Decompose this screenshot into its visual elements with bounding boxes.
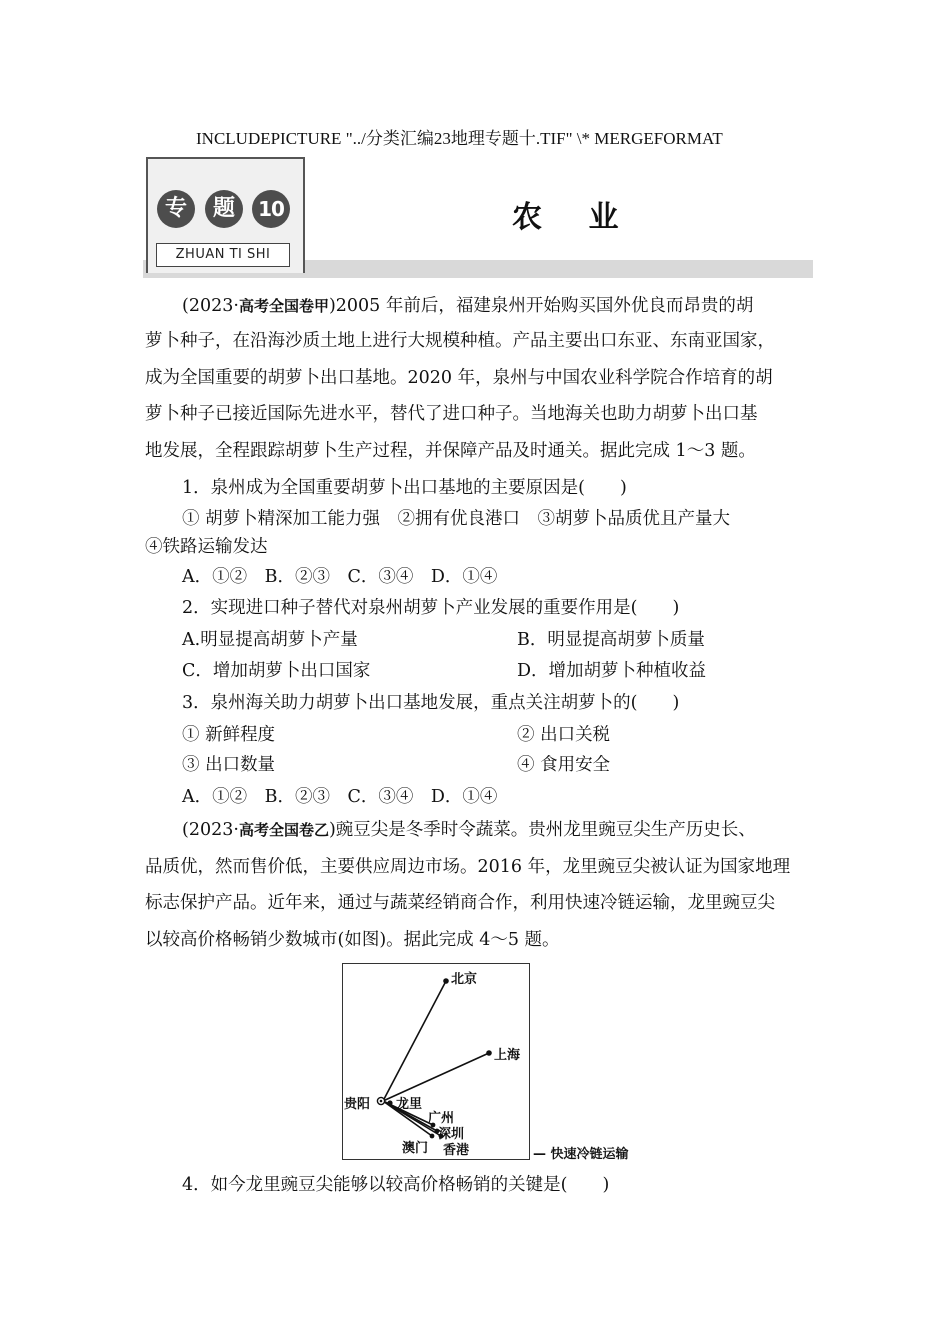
passage1-line-2: 萝卜种子，在沿海沙质土地上进行大规模种植。产品主要出口东亚、东南亚国家， [145, 331, 775, 351]
passage1-source-name: 高考全国卷甲 [238, 297, 329, 315]
dot-longli [387, 1100, 392, 1105]
passage2-line-3: 标志保护产品。近年来，通过与蔬菜经销商合作，利用快速冷链运输，龙里豌豆尖 [145, 893, 775, 913]
passage2-source-name: 高考全国卷乙 [238, 821, 329, 839]
q2-option-a: A.明显提高胡萝卜产量 [182, 630, 358, 650]
topic-pinyin: ZHUAN TI SHI [156, 243, 290, 267]
q2-stem: 2．实现进口种子替代对泉州胡萝卜产业发展的重要作用是( ) [182, 598, 680, 618]
q3-option-3: ③ 出口数量 [182, 755, 276, 775]
passage1-line-5: 地发展，全程跟踪胡萝卜生产过程，并保障产品及时通关。据此完成 1～3 题。 [145, 441, 756, 461]
q1-options-line-1: ① 胡萝卜精深加工能力强 ②拥有优良港口 ③胡萝卜品质优且产量大 [182, 509, 731, 529]
q3-option-1: ① 新鲜程度 [182, 725, 276, 745]
city-label-beijing: 北京 [451, 972, 478, 987]
dot-beijing [443, 978, 449, 984]
q1-choices: A．①② B．②③ C．③④ D．①④ [182, 567, 498, 587]
passage2-source-close: ) [328, 820, 336, 840]
q1-options-line-2: ④铁路运输发达 [145, 537, 268, 557]
q4-stem: 4．如今龙里豌豆尖能够以较高价格畅销的关键是( ) [182, 1175, 610, 1195]
q3-stem: 3．泉州海关助力胡萝卜出口基地发展，重点关注胡萝卜的( ) [182, 693, 680, 713]
passage2-text: 豌豆尖是冬季时令蔬菜。贵州龙里豌豆尖生产历史长、 [335, 820, 756, 840]
passage2-line-2: 品质优，然而售价低，主要供应周边市场。2016 年，龙里豌豆尖被认证为国家地理 [145, 857, 791, 877]
city-label-macau: 澳门 [402, 1141, 429, 1156]
q3-option-2: ② 出口关税 [517, 725, 611, 745]
page-title: 农 业 [512, 200, 637, 235]
city-label-guangzhou: 广州 [428, 1111, 455, 1126]
q1-stem: 1．泉州成为全国重要胡萝卜出口基地的主要原因是( ) [182, 478, 627, 498]
passage1-source-open: (2023· [182, 296, 239, 316]
passage1-text: 2005 年前后，福建泉州开始购买国外优良而昂贵的胡 [335, 296, 754, 316]
passage1-line-3: 成为全国重要的胡萝卜出口基地。2020 年，泉州与中国农业科学院合作培育的胡 [145, 368, 773, 388]
city-label-longli: 龙里 [396, 1097, 423, 1112]
passage2-line-4: 以较高价格畅销少数城市(如图)。据此完成 4～5 题。 [145, 930, 560, 950]
q2-option-b: B．明显提高胡萝卜质量 [517, 630, 705, 650]
q2-option-c: C．增加胡萝卜出口国家 [182, 661, 371, 681]
q3-option-4: ④ 食用安全 [517, 755, 611, 775]
dot-macau [430, 1134, 435, 1139]
topic-badge-number: 10 [252, 190, 290, 228]
passage2-line-1 [182, 816, 756, 841]
q2-option-d: D．增加胡萝卜种植收益 [517, 661, 707, 681]
route-beijing [383, 981, 446, 1101]
passage2-source-open: (2023· [182, 820, 239, 840]
city-label-shenzhen: 深圳 [438, 1127, 465, 1142]
passage1-source-close: ) [328, 296, 336, 316]
map-legend: — 快速冷链运输 [533, 1147, 629, 1162]
include-field-code: INCLUDEPICTURE "../分类汇编23地理专题十.TIF" \* MERGEFORMAT [196, 129, 723, 148]
city-label-guiyang: 贵阳 [344, 1097, 371, 1112]
city-label-shanghai: 上海 [494, 1048, 521, 1063]
dot-guiyang-center [380, 1100, 383, 1103]
dot-shanghai [486, 1050, 492, 1056]
q3-choices: A．①② B．②③ C．③④ D．①④ [182, 787, 498, 807]
city-label-hongkong: 香港 [443, 1143, 470, 1158]
passage1-line-1 [182, 292, 753, 317]
topic-badge-ti: 题 [205, 190, 243, 228]
passage1-line-4: 萝卜种子已接近国际先进水平，替代了进口种子。当地海关也助力胡萝卜出口基 [145, 404, 758, 424]
topic-badge-zhuan: 专 [157, 190, 195, 228]
